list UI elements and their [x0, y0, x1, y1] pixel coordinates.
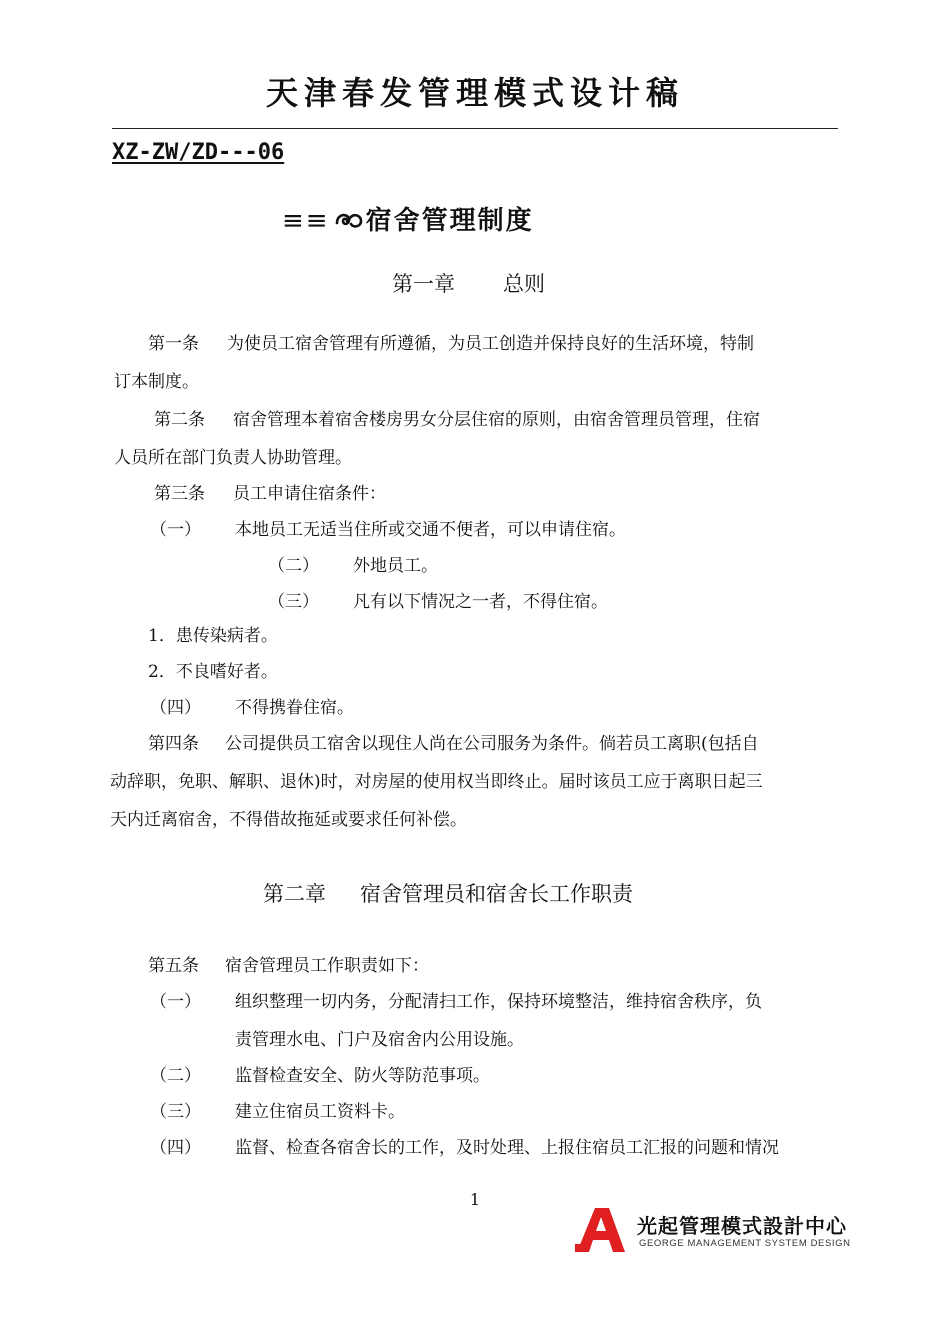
logo-a-mark-icon: [575, 1208, 627, 1252]
article-4-line-3: 天内迁离宿舍，不得借故拖延或要求任何补偿。: [110, 810, 467, 830]
article-3-item-1: （一） 本地员工无适当住所或交通不便者，可以申请住宿。: [150, 520, 626, 540]
article-5-item-4: （四） 监督、检查各宿舍长的工作，及时处理、上报住宿员工汇报的问题和情况: [150, 1138, 779, 1158]
chapter-2-heading: 第二章 宿舍管理员和宿舍长工作职责: [263, 882, 633, 906]
article-5: 第五条 宿舍管理员工作职责如下：: [148, 956, 429, 976]
article-3-item-3: （三） 凡有以下情况之一者，不得住宿。: [268, 592, 608, 612]
article-3-item-4: （四） 不得携眷住宿。: [150, 698, 354, 718]
logo-english-name: GEORGE MANAGEMENT SYSTEM DESIGN: [639, 1238, 851, 1249]
header-title: 天津春发管理模式设计稿: [265, 74, 684, 112]
company-logo: [575, 1208, 851, 1254]
document-title: [282, 200, 534, 237]
document-title-text: 宿舍管理制度: [365, 206, 534, 236]
logo-chinese-name: 光起管理模式設計中心: [637, 1214, 847, 1238]
article-1-line-1: 第一条 为使员工宿舍管理有所遵循，为员工创造并保持良好的生活环境，特制: [148, 334, 754, 354]
article-2-line-1: 第二条 宿舍管理本着宿舍楼房男女分层住宿的原则，由宿舍管理员管理，住宿: [154, 410, 760, 430]
article-2-line-2: 人员所在部门负责人协助管理。: [114, 448, 352, 468]
scroll-ornament-icon: [334, 209, 364, 231]
header-divider: [112, 128, 838, 129]
article-3-sub-1: 1．患传染病者。: [148, 626, 278, 646]
article-3: 第三条 员工申请住宿条件：: [154, 484, 386, 504]
article-4-line-2: 动辞职，免职、解职、退休)时，对房屋的使用权当即终止。届时该员工应于离职日起三: [110, 772, 763, 792]
ornament-glyph: ≡≡: [282, 206, 330, 236]
page-number: 1: [469, 1190, 481, 1209]
article-5-item-1-line-2: 责管理水电、门户及宿舍内公用设施。: [235, 1030, 524, 1050]
chapter-1-heading: 第一章 总则: [392, 272, 545, 296]
article-5-item-1-line-1: （一） 组织整理一切内务，分配清扫工作，保持环境整洁，维持宿舍秩序，负: [150, 992, 762, 1012]
article-3-item-2: （二） 外地员工。: [268, 556, 438, 576]
document-code: XZ-ZW/ZD---06: [112, 140, 285, 165]
article-4-line-1: 第四条 公司提供员工宿舍以现住人尚在公司服务为条件。倘若员工离职(包括自: [148, 734, 759, 754]
article-1-line-2: 订本制度。: [114, 372, 199, 392]
article-3-sub-2: 2．不良嗜好者。: [148, 662, 278, 682]
article-5-item-3: （三） 建立住宿员工资料卡。: [150, 1102, 405, 1122]
article-5-item-2: （二） 监督检查安全、防火等防范事项。: [150, 1066, 490, 1086]
